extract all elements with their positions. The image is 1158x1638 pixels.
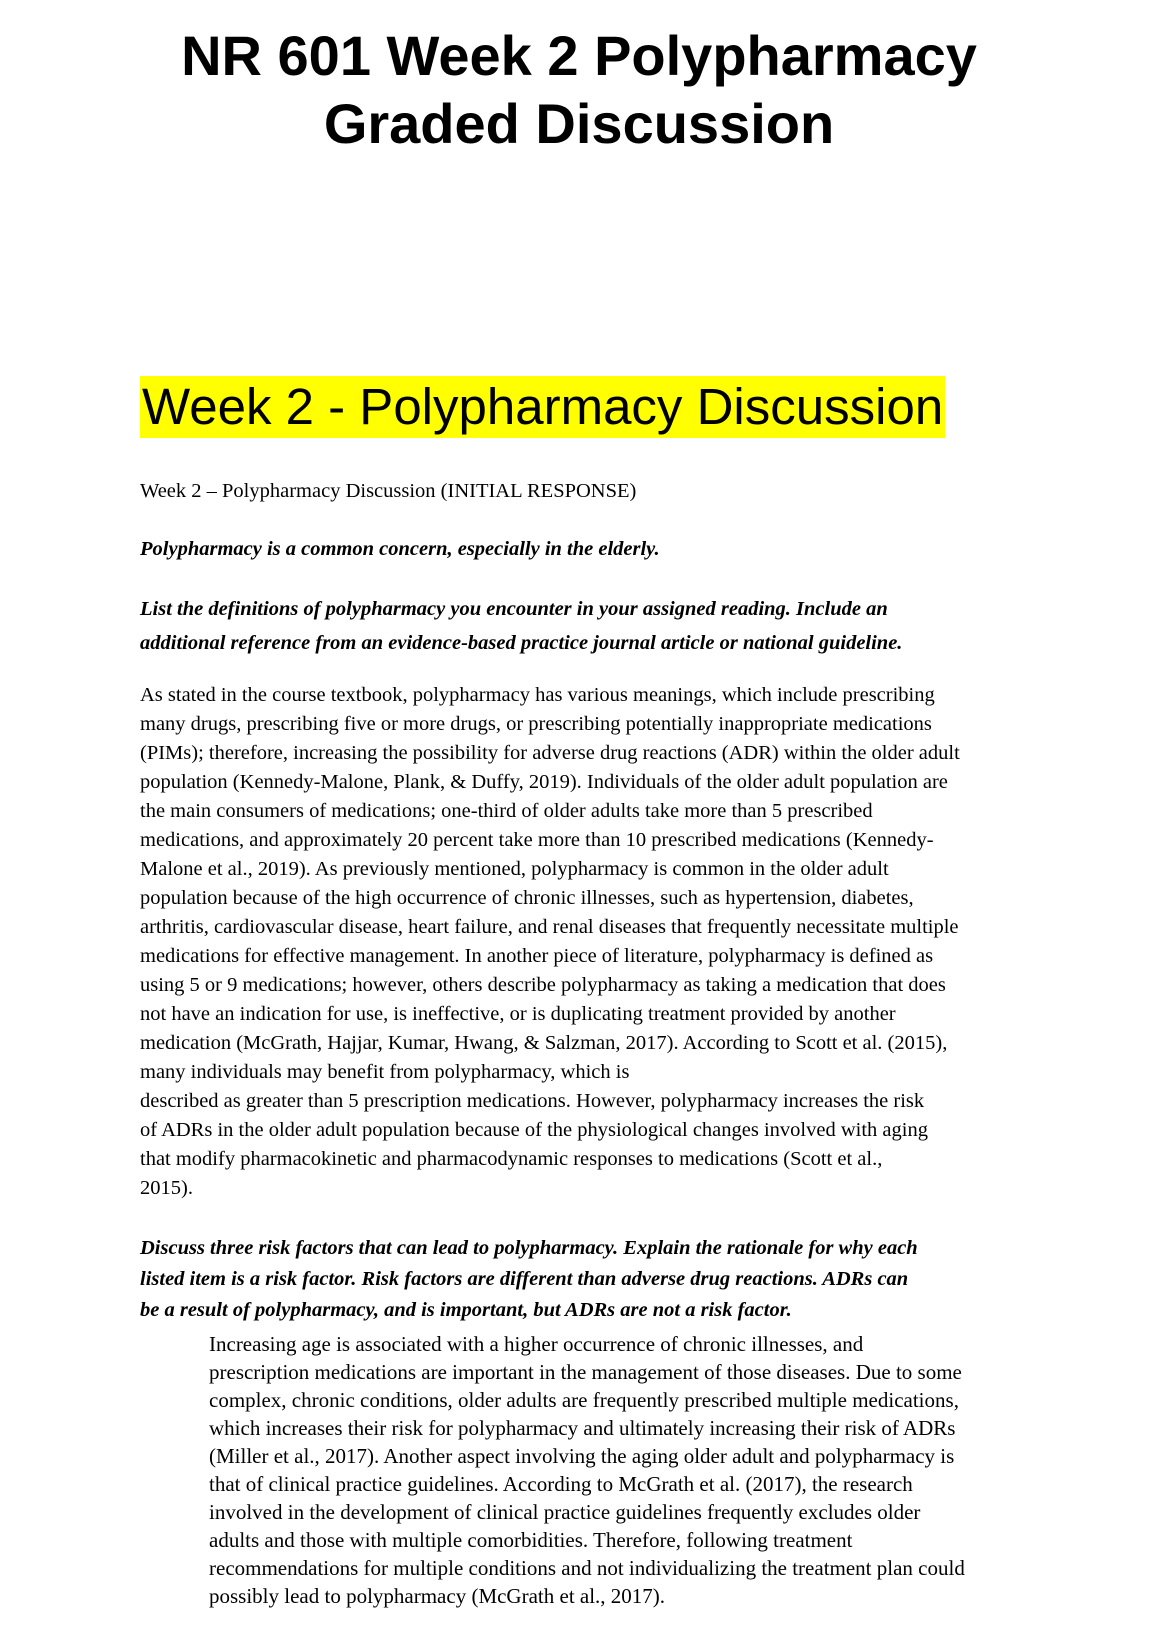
response-risk-factors <box>209 1330 1059 1610</box>
body-line: Malone et al., 2019). As previously mentioned, polypharmacy is common in the older adult <box>140 858 889 880</box>
body-line: population because of the high occurrence of chronic illnesses, such as hypertension, diabetes, <box>140 887 914 909</box>
body-line: prescription medications are important in the management of those diseases. Due to some <box>209 1360 962 1384</box>
body-line: adults and those with multiple comorbidities. Therefore, following treatment <box>209 1528 853 1552</box>
prompt-line: additional reference from an evidence-based practice journal article or national guideline. <box>140 632 903 654</box>
body-line: using 5 or 9 medications; however, others describe polypharmacy as taking a medication that does <box>140 974 946 996</box>
prompt-polypharmacy-concern: Polypharmacy is a common concern, especially in the elderly. <box>140 538 660 560</box>
body-line: medication (McGrath, Hajjar, Kumar, Hwang, & Salzman, 2017). According to Scott et al. (2015), <box>140 1032 948 1054</box>
body-line: that modify pharmacokinetic and pharmacodynamic responses to medications (Scott et al., <box>140 1148 883 1170</box>
body-line: arthritis, cardiovascular disease, heart failure, and renal diseases that frequently necessitate multiple <box>140 916 959 938</box>
prompt-risk-factors <box>140 1233 1040 1326</box>
body-line: involved in the development of clinical practice guidelines frequently excludes older <box>209 1500 921 1524</box>
prompt-line: Discuss three risk factors that can lead to polypharmacy. Explain the rationale for why each <box>140 1237 918 1259</box>
section-heading: Week 2 - Polypharmacy Discussion <box>140 376 945 438</box>
body-line: (Miller et al., 2017). Another aspect involving the aging older adult and polypharmacy is <box>209 1444 955 1468</box>
body-line: of ADRs in the older adult population because of the physiological changes involved with aging <box>140 1119 928 1141</box>
body-line: described as greater than 5 prescription medications. However, polypharmacy increases the risk <box>140 1090 925 1112</box>
body-line: Increasing age is associated with a higher occurrence of chronic illnesses, and <box>209 1332 864 1356</box>
body-line: (PIMs); therefore, increasing the possibility for adverse drug reactions (ADR) within the older adult <box>140 742 960 764</box>
response-definitions <box>140 681 1055 1203</box>
body-line: which increases their risk for polypharmacy and ultimately increasing their risk of ADRs <box>209 1416 956 1440</box>
title-line-2: Graded Discussion <box>323 92 835 155</box>
body-line: medications, and approximately 20 percent take more than 10 prescribed medications (Kennedy- <box>140 829 934 851</box>
prompt-line: listed item is a risk factor. Risk factors are different than adverse drug reactions. ADRs can <box>140 1268 909 1290</box>
prompt-line: be a result of polypharmacy, and is important, but ADRs are not a risk factor. <box>140 1299 792 1321</box>
prompt-definitions <box>140 592 1060 660</box>
body-line: many individuals may benefit from polypharmacy, which is <box>140 1061 630 1083</box>
section-heading-wrapper <box>140 376 945 438</box>
body-line: medications for effective management. In another piece of literature, polypharmacy is defined as <box>140 945 934 967</box>
document-title <box>0 22 1158 158</box>
prompt-line: List the definitions of polypharmacy you encounter in your assigned reading. Include an <box>140 598 888 620</box>
body-line: 2015). <box>140 1177 193 1199</box>
body-line: population (Kennedy-Malone, Plank, & Duffy, 2019). Individuals of the older adult population are <box>140 771 948 793</box>
body-line: As stated in the course textbook, polypharmacy has various meanings, which include prescribing <box>140 684 935 706</box>
title-line-1: NR 601 Week 2 Polypharmacy <box>181 24 977 87</box>
body-line: the main consumers of medications; one-third of older adults take more than 5 prescribed <box>140 800 873 822</box>
body-line: many drugs, prescribing five or more drugs, or prescribing potentially inappropriate medications <box>140 713 932 735</box>
body-line: not have an indication for use, is ineffective, or is duplicating treatment provided by another <box>140 1003 896 1025</box>
body-line: possibly lead to polypharmacy (McGrath et al., 2017). <box>209 1584 666 1608</box>
body-line: recommendations for multiple conditions and not individualizing the treatment plan could <box>209 1556 965 1580</box>
body-line: complex, chronic conditions, older adults are frequently prescribed multiple medications, <box>209 1388 959 1412</box>
body-line: that of clinical practice guidelines. According to McGrath et al. (2017), the research <box>209 1472 913 1496</box>
response-subheading: Week 2 – Polypharmacy Discussion (INITIAL RESPONSE) <box>140 480 637 502</box>
